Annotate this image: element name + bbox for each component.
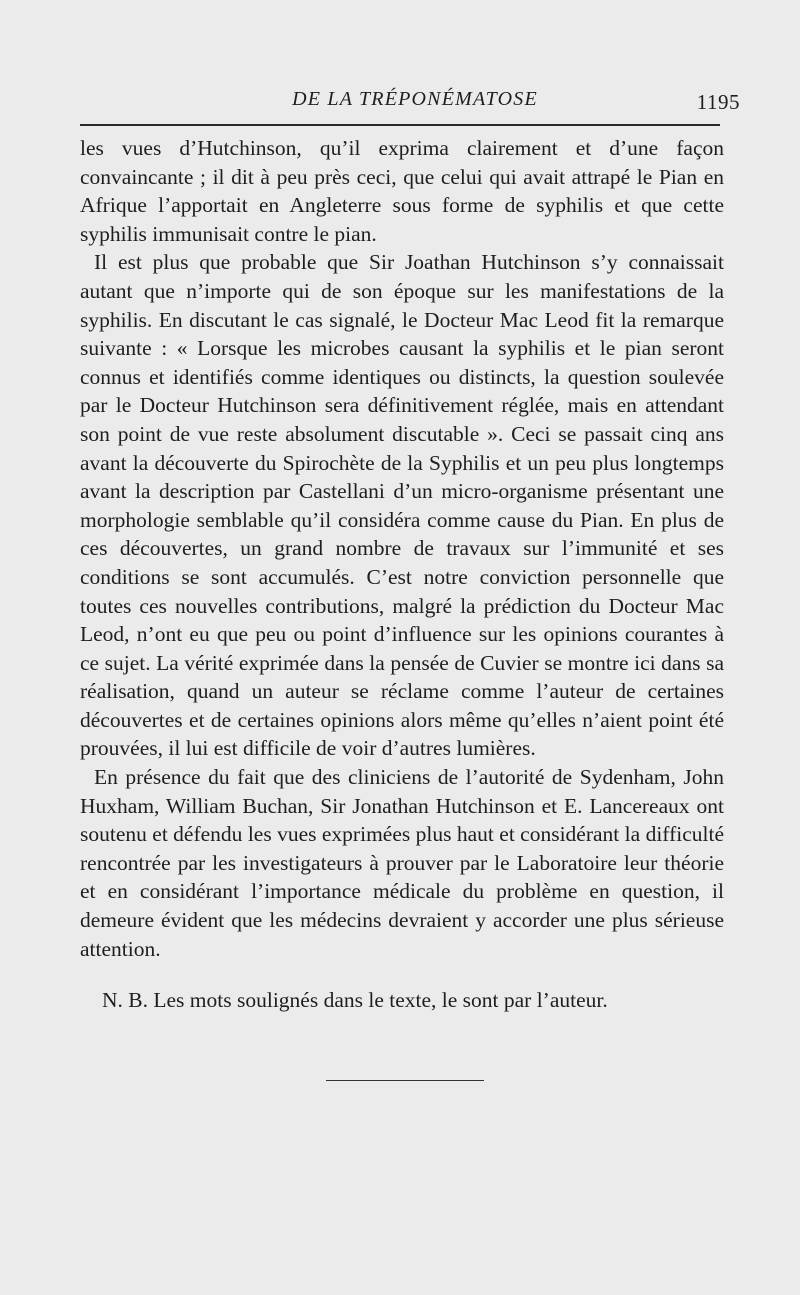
running-title: DE LA TRÉPONÉMATOSE	[292, 88, 538, 110]
author-note: N. B. Les mots soulignés dans le texte, le sont par l’auteur.	[102, 988, 608, 1012]
paragraph-1: les vues d’Hutchinson, qu’il exprima clairement et d’une façon convaincante ; il dit à peu près ceci, que celui qui avait attrapé le Pian en Afrique l’apportait en Angleterre sous forme de syphilis et que cette syphilis immunisait contre le pian.	[80, 136, 724, 246]
paragraph-3: En présence du fait que des cliniciens de l’autorité de Sydenham, John Huxham, William Buchan, Sir Jonathan Hutchinson et E. Lancereaux ont soutenu et défendu les vues exprimées plus haut et considérant la difficulté rencontrée par les investigateurs à prouver par le Laboratoire leur théorie et en considérant l’importance médicale du problème en question, il demeure évident que les médecins devraient y accorder une plus sérieuse attention.	[80, 765, 724, 961]
header-rule	[80, 124, 720, 126]
running-head	[80, 86, 740, 116]
page-number: 1195	[696, 90, 740, 114]
body-text	[80, 134, 724, 963]
running-title-wrap	[80, 88, 640, 111]
end-rule	[326, 1080, 484, 1081]
paragraph-2: Il est plus que probable que Sir Joathan Hutchinson s’y connaissait autant que n’importe qui de son époque sur les manifestations de la syphilis. En discutant le cas signalé, le Docteur Mac Leod fit la remarque suivante : « Lorsque les microbes causant la syphilis et le pian seront connus et identifiés comme identiques ou distincts, la question soulevée par le Docteur Hutchinson sera définitivement réglée, mais en attendant son point de vue reste absolument discutable ». Ceci se passait cinq ans avant la découverte du Spirochète de la Syphilis et un peu plus longtemps avant la description par Castellani d’un micro-organisme présentant une morphologie semblable qu’il considéra comme cause du Pian. En plus de ces découvertes, un grand nombre de travaux sur l’immunité et ses conditions se sont accumulés. C’est notre conviction personnelle que toutes ces nouvelles contributions, malgré la prédiction du Docteur Mac Leod, n’ont eu que peu ou point d’influence sur les opinions courantes à ce sujet. La vérité exprimée dans la pensée de Cuvier se montre ici dans sa réalisation, quand un auteur se réclame comme l’auteur de certaines découvertes et de certaines opinions alors même qu’elles n’aient point été prouvées, il lui est difficile de voir d’autres lumières.	[80, 250, 724, 761]
